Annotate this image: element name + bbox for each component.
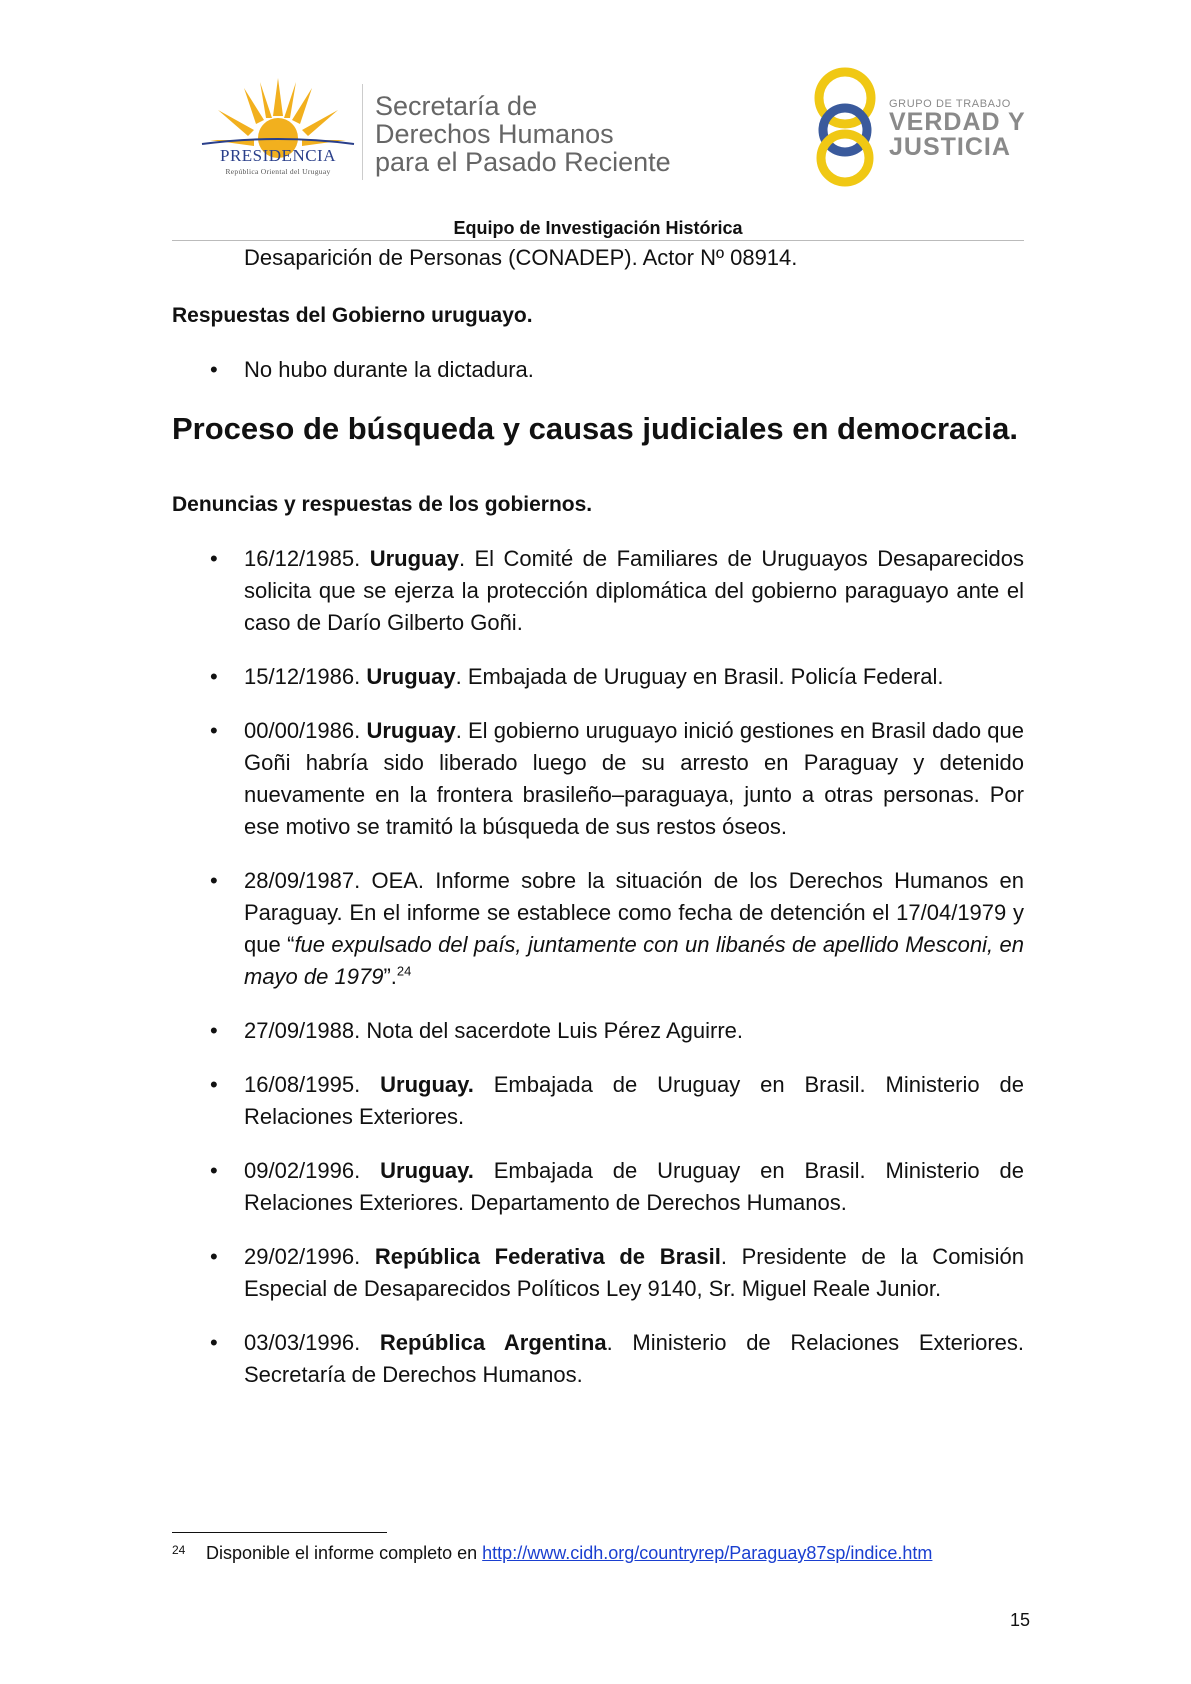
bullet-icon: • — [210, 1158, 218, 1183]
list-item — [172, 1155, 1024, 1219]
item-bold: Uruguay — [366, 664, 456, 689]
item-quote: fue expulsado del país, juntamente con un libanés de apellido Mesconi, en mayo de 1979 — [244, 932, 1024, 989]
item-text: Embajada de Uruguay en Brasil. Ministerio de Relaciones Exteriores. Departamento de Derechos Humanos. — [244, 1158, 1024, 1215]
secretaria-line-1: Secretaría de — [375, 91, 538, 121]
item-text: . Presidente de la Comisión Especial de Desaparecidos Políticos Ley 9140, Sr. Miguel Reale Junior. — [244, 1244, 1025, 1301]
presidencia-subtitle: República Oriental del Uruguay — [225, 167, 331, 176]
item-date: 28/09/1987. — [244, 868, 361, 893]
list-item — [172, 1327, 1024, 1391]
bullet-icon: • — [210, 1244, 218, 1269]
bullet-icon: • — [210, 868, 218, 893]
footnote-link[interactable]: http://www.cidh.org/countryrep/Paraguay87sp/indice.htm — [482, 1543, 933, 1563]
item-text: . El gobierno uruguayo inició gestiones en Brasil dado que Goñi habría sido liberado luego de su arresto en Paraguay y detenido nuevamente en la frontera brasileño–paraguaya, junto a otras personas. Por ese motivo se tramitó la búsqueda de sus restos óseos. — [244, 718, 1024, 839]
list-item — [172, 661, 1024, 693]
item-text: Nota del sacerdote Luis Pérez Aguirre. — [366, 1018, 744, 1043]
section-title: Proceso de búsqueda y causas judiciales en democracia. — [172, 411, 1018, 446]
bullet-icon: • — [210, 664, 218, 689]
page-header — [0, 0, 1191, 238]
bullet-icon: • — [210, 1330, 218, 1355]
item-date: 27/09/1988. — [244, 1018, 361, 1043]
item-date: 03/03/1996. — [244, 1330, 361, 1355]
bullet-icon: • — [210, 1072, 218, 1097]
item-date: 29/02/1996. — [244, 1244, 361, 1269]
item-date: 09/02/1996. — [244, 1158, 361, 1183]
item-text: Embajada de Uruguay en Brasil. Ministerio de Relaciones Exteriores. — [244, 1072, 1024, 1129]
list-item-text: No hubo durante la dictadura. — [244, 357, 534, 382]
bullet-icon: • — [210, 718, 218, 743]
responses-heading: Respuestas del Gobierno uruguayo. — [172, 304, 533, 327]
item-date: 16/12/1985. — [244, 546, 361, 571]
footnote — [172, 1543, 932, 1564]
header-divider — [362, 84, 363, 180]
item-date: 15/12/1986. — [244, 664, 361, 689]
presidencia-label: PRESIDENCIA — [219, 146, 336, 165]
item-text: . Ministerio de Relaciones Exteriores. Secretaría de Derechos Humanos. — [244, 1330, 1024, 1387]
header-rule — [172, 240, 1024, 241]
item-bold: Uruguay — [369, 546, 459, 571]
grupo-trabajo-label: GRUPO DE TRABAJO — [889, 98, 1011, 110]
item-bold: República Argentina — [379, 1330, 607, 1355]
bullet-icon: • — [210, 357, 218, 382]
item-date: 00/00/1986. — [244, 718, 361, 743]
item-date: 16/08/1995. — [244, 1072, 361, 1097]
item-bold: Uruguay. — [380, 1072, 474, 1097]
list-item — [172, 354, 1024, 386]
continuation-text: Desaparición de Personas (CONADEP). Actor Nº 08914. — [244, 245, 798, 270]
item-bold: República Federativa de Brasil — [374, 1244, 721, 1269]
denuncias-heading: Denuncias y respuestas de los gobiernos. — [172, 493, 593, 516]
list-item — [172, 715, 1024, 843]
footnote-text: Disponible el informe completo en — [206, 1543, 478, 1563]
bullet-icon: • — [210, 1018, 218, 1043]
item-bold: Uruguay — [366, 718, 456, 743]
item-text: OEA. Informe sobre la situación de los Derechos Humanos en Paraguay. En el informe se establece como fecha de detención el 17/04/1979 y que “ — [244, 868, 1024, 957]
item-text: . Embajada de Uruguay en Brasil. Policía Federal. — [455, 664, 944, 689]
list-item — [172, 865, 1024, 993]
verdad-label: VERDAD Y — [889, 108, 1026, 136]
list-item — [172, 543, 1024, 639]
responses-list — [172, 354, 1024, 386]
item-bold: Uruguay. — [380, 1158, 474, 1183]
list-item — [172, 1069, 1024, 1133]
page-body — [172, 242, 1024, 1391]
bullet-icon: • — [210, 546, 218, 571]
denuncias-list — [172, 543, 1024, 1391]
grupo-trabajo-logo-text — [889, 98, 1026, 160]
item-text-end: ”. — [383, 964, 397, 989]
footnote-number: 24 — [172, 1543, 186, 1557]
secretaria-title — [375, 92, 671, 176]
list-item — [172, 1241, 1024, 1305]
page-number: 15 — [1010, 1610, 1031, 1630]
team-title: Equipo de Investigación Histórica — [453, 218, 743, 238]
justicia-label: JUSTICIA — [889, 133, 1011, 161]
secretaria-line-2: Derechos Humanos — [375, 119, 614, 149]
list-item — [172, 1015, 1024, 1047]
footnote-ref: 24 — [396, 963, 412, 979]
secretaria-line-3: para el Pasado Reciente — [375, 147, 671, 177]
footnote-rule — [172, 1532, 387, 1533]
item-text: . El Comité de Familiares de Uruguayos Desaparecidos solicita que se ejerza la protección diplomática del gobierno paraguayo ante el caso de Darío Gilberto Goñi. — [244, 546, 1024, 635]
